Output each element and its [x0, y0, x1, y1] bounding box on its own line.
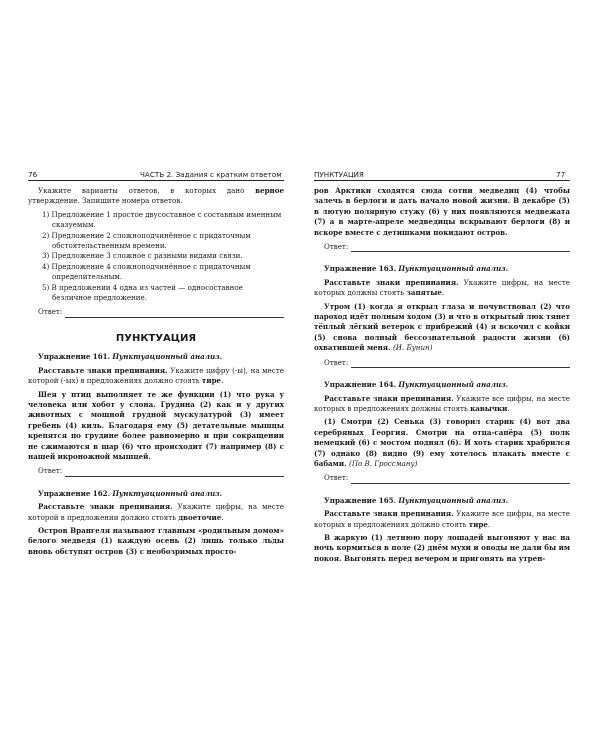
exercise-162-task: Расставьте знаки препинания. Укажите цифры, на месте которой в предложении должно стоять двоеточие. [28, 502, 284, 522]
exercise-161-text: Шея у птиц выполняет те же функции (1) что рука у человека или хобот у слона. Грудина (2) как и у других животных с мощной грудной мускулатурой (3) имеет гребень (4) киль. Благодаря ему (5) детательные мышцы крепятся по грудине более равномерно и при сокращении не сжимаются в шар (6) что происходит (7) например (8) с нашей икроножной мышцей. [28, 389, 284, 461]
right-running-head: ПУНКТУАЦИЯ [314, 170, 364, 179]
exercise-164-task: Расставьте знаки препинания. Укажите все цифры, на месте которых в предложениях должны стоять кавычки. [314, 393, 570, 413]
left-running-head: ЧАСТЬ 2. Задания с кратким ответом [140, 170, 282, 179]
exercise-164-title: Упражнение 164. Пунктуационный анализ. [324, 380, 509, 390]
option-1: 1) Предложение 1 простое двусоставное с составным именным сказуемым. [42, 209, 282, 230]
answer-line[interactable]: Ответ: [324, 358, 570, 368]
option-2: 2) Предложение 2 сложноподчинённое с придаточным обстоятельственным времени. [42, 230, 251, 251]
author-bunin: (И. Бунин) [393, 343, 433, 353]
answer-line[interactable]: Ответ: [38, 466, 284, 476]
left-page [28, 186, 284, 557]
section-title: ПУНКТУАЦИЯ [115, 332, 197, 344]
exercise-165-title: Упражнение 165. Пунктуационный анализ. [324, 495, 509, 505]
right-page-number: 77 [556, 170, 566, 179]
answer-line[interactable]: Ответ: [324, 242, 570, 252]
exercise-165-task: Расставьте знаки препинания. Укажите все цифры, на месте которых в предложениях должно стоять тире. [314, 509, 570, 529]
option-4: 4) Предложение 4 сложноподчинённое с придаточным определительным. [42, 261, 251, 282]
answer-line[interactable]: Ответ: [324, 473, 570, 483]
right-page [314, 186, 570, 564]
answer-options [28, 210, 284, 304]
exercise-163-task: Расставьте знаки препинания. Укажите цифры, на месте которых должны стоять запятые. [314, 277, 570, 298]
right-header-rule [314, 180, 570, 181]
intro-text: Укажите варианты ответов, в которых дано верное утверждение. Запишите номера ответов. [28, 186, 284, 206]
author-grossman: (По В. Гроссману) [349, 458, 418, 468]
exercise-162-title: Упражнение 162. Пунктуационный анализ. [38, 488, 223, 498]
exercise-165-text: В жаркую (1) летнюю пору лошадей выгоняют у нас на ночь кормиться в поле (2) днём мухи и оводы не дали бы им покоя. Выгонять перед вечером и пригонять на утрен- [314, 532, 570, 563]
exercise-164-text: (1) Смотри (2) Сенька (3) говорил старик (4) вот два серебряных Георгия. Смотри на отца-сапёра (5) полк немецкий (6) с мостом поднял (6). И хоть старик храбрился (7) однако (8) видно (9) ему хотелось плакать вместе с бабами. (По В. Гроссману) [314, 417, 570, 468]
exercise-161-task: Расставьте знаки препинания. Укажите цифру (-ы), на месте которой (-ых) в предложениях должно стоять тире. [28, 365, 284, 386]
exercise-162-text: Остров Врангеля называют главным «родильным домом» белого медведя (1) каждую осень (2) лишь только льды вновь обступят остров (3) с необозримых просто- [28, 525, 284, 556]
option-5: 5) В предложении 4 одна из частей — односоставное безличное предложение. [42, 282, 243, 303]
continuation-text: ров Арктики сходятся сюда сотни медведиц (4) чтобы залечь в берлоги и дать начало новой жизни. В декабре (5) в лютую полярную стужу (6) у них появляются медвежата (7) а в марте-апреле медведицы вскрывают берлоги (8) и вскоре вместе с детишками покидают остров. [314, 186, 570, 237]
exercise-161-title: Упражнение 161. Пунктуационный анализ. [38, 352, 223, 362]
option-3: 3) Предложение 3 сложное с разными видами связи. [42, 251, 243, 261]
answer-line[interactable]: Ответ: [38, 307, 284, 317]
left-page-number: 76 [28, 170, 38, 179]
left-header-rule [28, 180, 284, 181]
exercise-163-title: Упражнение 163. Пунктуационный анализ. [324, 264, 509, 274]
exercise-163-text: Утром (1) когда я открыл глаза и почувствовал (2) что пароход идёт полным ходом (3) и что в открытый люк тянет тёплый лёгкий ветерок с прибрежий (4) я вскочил с койки (5) снова полный бессознательной радости жизни (6) охватившей меня. (И. Бунин) [314, 301, 570, 353]
